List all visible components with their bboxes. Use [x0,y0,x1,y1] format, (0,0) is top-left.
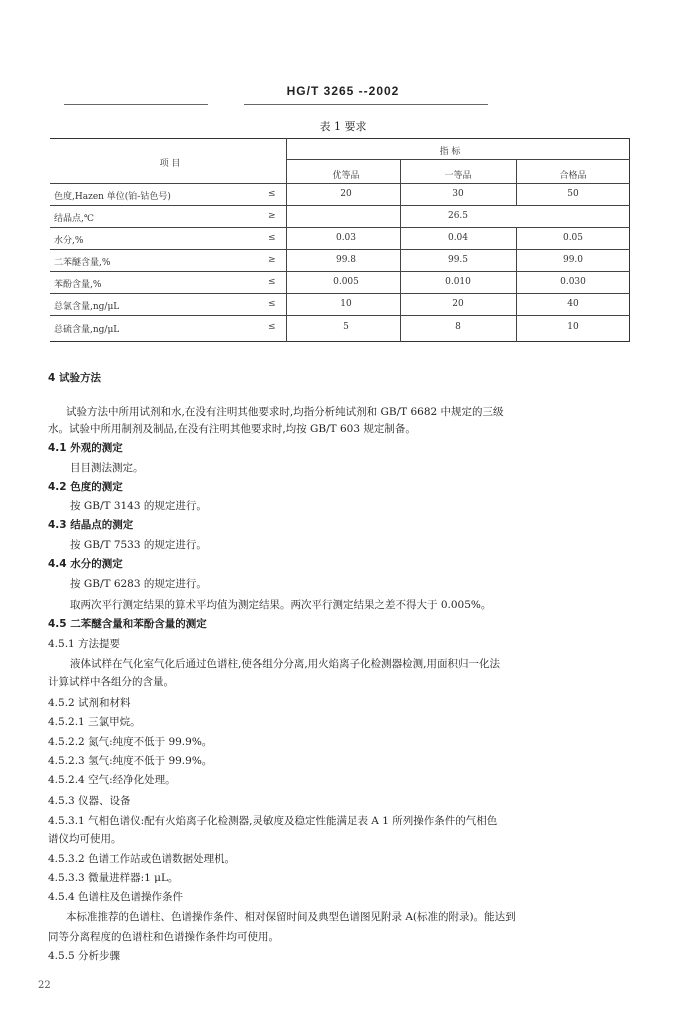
row-item: 二苯醚含量,% [54,258,111,268]
section-heading: 4 试验方法 [48,372,101,384]
row-value: 10 [567,322,579,332]
grade-label: 优等品 [332,171,360,181]
clause: 4.5.3.1 气相色谱仪:配有火焰离子化检测器,灵敏度及稳定性能满足表 A 1 所列操作条件的气相色 [48,815,498,827]
table-header-item: 项 目 [159,159,181,169]
row-value: 8 [455,322,461,332]
row-value: 99.0 [562,255,584,265]
row-divider [50,183,630,184]
row-symbol: ≤ [268,189,276,199]
row-divider [50,293,630,294]
subsection-heading: 4.5.1 方法提要 [48,638,121,650]
subsection-heading: 4.5.4 色谱柱及色谱操作条件 [48,891,184,903]
table-vline [286,138,287,342]
row-symbol: ≥ [268,255,276,265]
paragraph: 水。试验中所用制剂及制品,在没有注明其他要求时,均按 GB/T 603 规定制备。 [48,423,416,435]
row-divider [50,205,630,206]
paragraph: 目目测法测定。 [70,462,144,474]
row-value: 5 [343,322,349,332]
section-heading: 4.1 外观的测定 [48,442,123,454]
row-item: 水分,% [54,236,84,246]
paragraph: 按 GB/T 6283 的规定进行。 [70,578,207,590]
paragraph: 计算试样中各组分的含量。 [48,676,174,688]
row-symbol: ≤ [268,299,276,309]
row-value: 0.05 [562,233,584,243]
clause: 4.5.2.1 三氯甲烷。 [48,716,141,728]
row-value: 99.8 [335,255,357,265]
section-heading: 4.4 水分的测定 [48,558,123,570]
table-caption: 表 1 要求 [319,120,367,133]
row-value: 30 [452,189,464,199]
standard-header: HG/T 3265 --2002 [286,84,400,98]
grade-label: 合格品 [559,171,587,181]
paragraph: 按 GB/T 7533 的规定进行。 [70,539,207,551]
header-rule-right [244,104,488,105]
row-divider [50,249,630,250]
paragraph: 试验方法中所用试剂和水,在没有注明其他要求时,均指分析纯试剂和 GB/T 6682 中规定的三级 [66,406,504,418]
clause: 4.5.2.2 氮气:纯度不低于 99.9%。 [48,736,213,748]
paragraph: 液体试样在气化室气化后通过色谱柱,使各组分分离,用火焰离子化检测器检测,用面积归一化法 [70,658,501,670]
table-header-index: 指 标 [439,147,461,157]
section-heading: 4.5 二苯醚含量和苯酚含量的测定 [48,618,207,630]
section-heading: 4.3 结晶点的测定 [48,519,134,531]
row-value: 0.03 [335,233,357,243]
subsection-heading: 4.5.5 分析步骤 [48,950,121,962]
row-item: 苯酚含量,% [54,280,102,290]
header-rule-left [64,104,208,105]
row-value: 0.04 [447,233,469,243]
section-heading: 4.2 色度的测定 [48,481,123,493]
subsection-heading: 4.5.2 试剂和材料 [48,697,131,709]
row-symbol: ≤ [268,233,276,243]
clause: 谱仪均可使用。 [48,833,122,845]
clause: 4.5.2.4 空气:经净化处理。 [48,774,176,786]
paragraph: 按 GB/T 3143 的规定进行。 [70,500,207,512]
clause: 4.5.3.3 微量进样器:1 μL。 [48,872,179,884]
row-item: 色度,Hazen 单位(铂-钴色号) [54,192,171,202]
clause: 4.5.2.3 氢气:纯度不低于 99.9%。 [48,755,213,767]
paragraph: 同等分离程度的色谱柱和色谱操作条件均可使用。 [48,931,279,943]
row-item: 结晶点,℃ [54,214,94,224]
paragraph: 本标准推荐的色谱柱、色谱操作条件、相对保留时间及典型色谱图见附录 A(标准的附录)。能达到 [66,911,516,923]
row-value: 0.010 [445,277,471,287]
row-value: 20 [340,189,352,199]
row-value: 20 [452,299,464,309]
row-value: 50 [567,189,579,199]
row-value: 0.005 [333,277,359,287]
row-item: 总硫含量,ng/μL [54,325,120,335]
row-value: 99.5 [447,255,469,265]
row-symbol: ≥ [268,211,276,221]
row-value: 0.030 [560,277,586,287]
requirements-table [50,138,630,342]
row-divider [50,315,630,316]
row-divider [50,227,630,228]
row-value: 10 [340,299,352,309]
paragraph: 取两次平行测定结果的算术平均值为测定结果。两次平行测定结果之差不得大于 0.005%。 [70,599,492,611]
row-value: 40 [567,299,579,309]
clause: 4.5.3.2 色谱工作站或色谱数据处理机。 [48,853,236,865]
row-divider [50,271,630,272]
subsection-heading: 4.5.3 仪器、设备 [48,795,131,807]
row-symbol: ≤ [268,277,276,287]
row-item: 总氯含量,ng/μL [54,302,120,312]
page-number: 22 [38,980,51,991]
row-value-span: 26.5 [447,211,469,221]
row-symbol: ≤ [268,322,276,332]
grade-label: 一等品 [444,171,472,181]
header-divider [286,159,630,160]
